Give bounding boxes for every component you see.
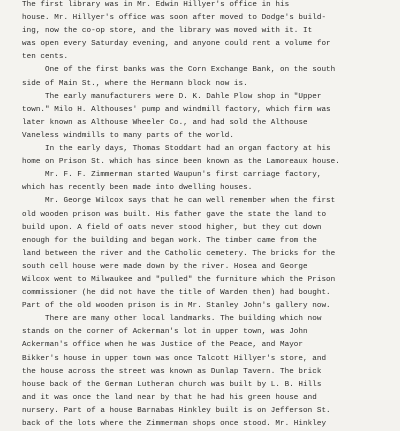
text-line: land between the river and the Catholic cemetery. The bricks for the [22, 249, 336, 258]
text-line: house. Mr. Hillyer's office was soon after moved to Dodge's build- [22, 14, 327, 23]
text-line: town." Milo H. Althouses' pump and windmill factory, which firm was [22, 105, 331, 114]
text-line: was open every Saturday evening, and anyone could rent a volume for [22, 40, 331, 49]
text-line: Mr. F. F. Zimmerman started Waupun's first carriage factory, [22, 171, 322, 180]
text-line: ing, now the co-op store, and the library was moved with it. It [22, 27, 313, 36]
text-line: build upon. A field of oats never stood higher, but they cut down [22, 223, 322, 232]
text-line: old wooden prison was built. His father gave the state the land to [22, 210, 327, 219]
text-line: Part of the old wooden prison is in Mr. Stanley John's gallery now. [22, 302, 331, 311]
text-line: Vaneless windmills to many parts of the world. [22, 131, 234, 140]
text-line: The first library was in Mr. Edwin Hillyer's office in his [22, 1, 290, 9]
document-text [22, 0, 394, 431]
text-line: stands on the corner of Ackerman's lot in upper town, was John [22, 328, 308, 337]
text-line: Wilcox went to Milwaukee and "pulled" the furniture which the Prison [22, 275, 336, 284]
text-line: the house across the street was known as Dunlap Tavern. The brick [22, 367, 322, 376]
text-line: One of the first banks was the Corn Exchange Bank, on the south [22, 66, 336, 75]
text-line: commissioner (he did not have the title of Warden then) had bought. [22, 289, 331, 298]
text-line: enough for the building and began work. The timber came from the [22, 236, 317, 245]
text-line: back of the lots where the Zimmerman shops once stood. Mr. Hinkley [22, 420, 327, 428]
text-line: There are many other local landmarks. The building which now [22, 315, 322, 324]
text-line: house back of the German Lutheran church was built by L. B. Hills [22, 380, 322, 389]
text-line: which has recently been made into dwelling houses. [22, 184, 253, 193]
text-line: home on Prison St. which has since been known as the Lamoreaux house. [22, 158, 340, 167]
text-line: Mr. George Wilcox says that he can well remember when the first [22, 197, 336, 206]
text-line: In the early days, Thomas Stoddart had an organ factory at his [22, 145, 331, 154]
text-line: south cell house were made down by the river. Hosea and George [22, 262, 308, 271]
text-line: later known as Althouse Wheeler Co., and had sold the Althouse [22, 118, 308, 127]
text-line: ten cents. [22, 53, 69, 62]
text-line: The early manufacturers were D. K. Dahle Plow shop in "Upper [22, 92, 322, 101]
text-line: Bikker's house in upper town was once Talcott Hillyer's store, and [22, 354, 327, 363]
text-line: nursery. Part of a house Barnabas Hinkley built is on Jefferson St. [22, 406, 331, 415]
text-line: side of Main St., where the Hermann block now is. [22, 79, 248, 88]
text-line: Ackerman's office when he was Justice of the Peace, and Mayor [22, 341, 304, 350]
text-line: and it was once the land near by that he had his green house and [22, 393, 317, 402]
